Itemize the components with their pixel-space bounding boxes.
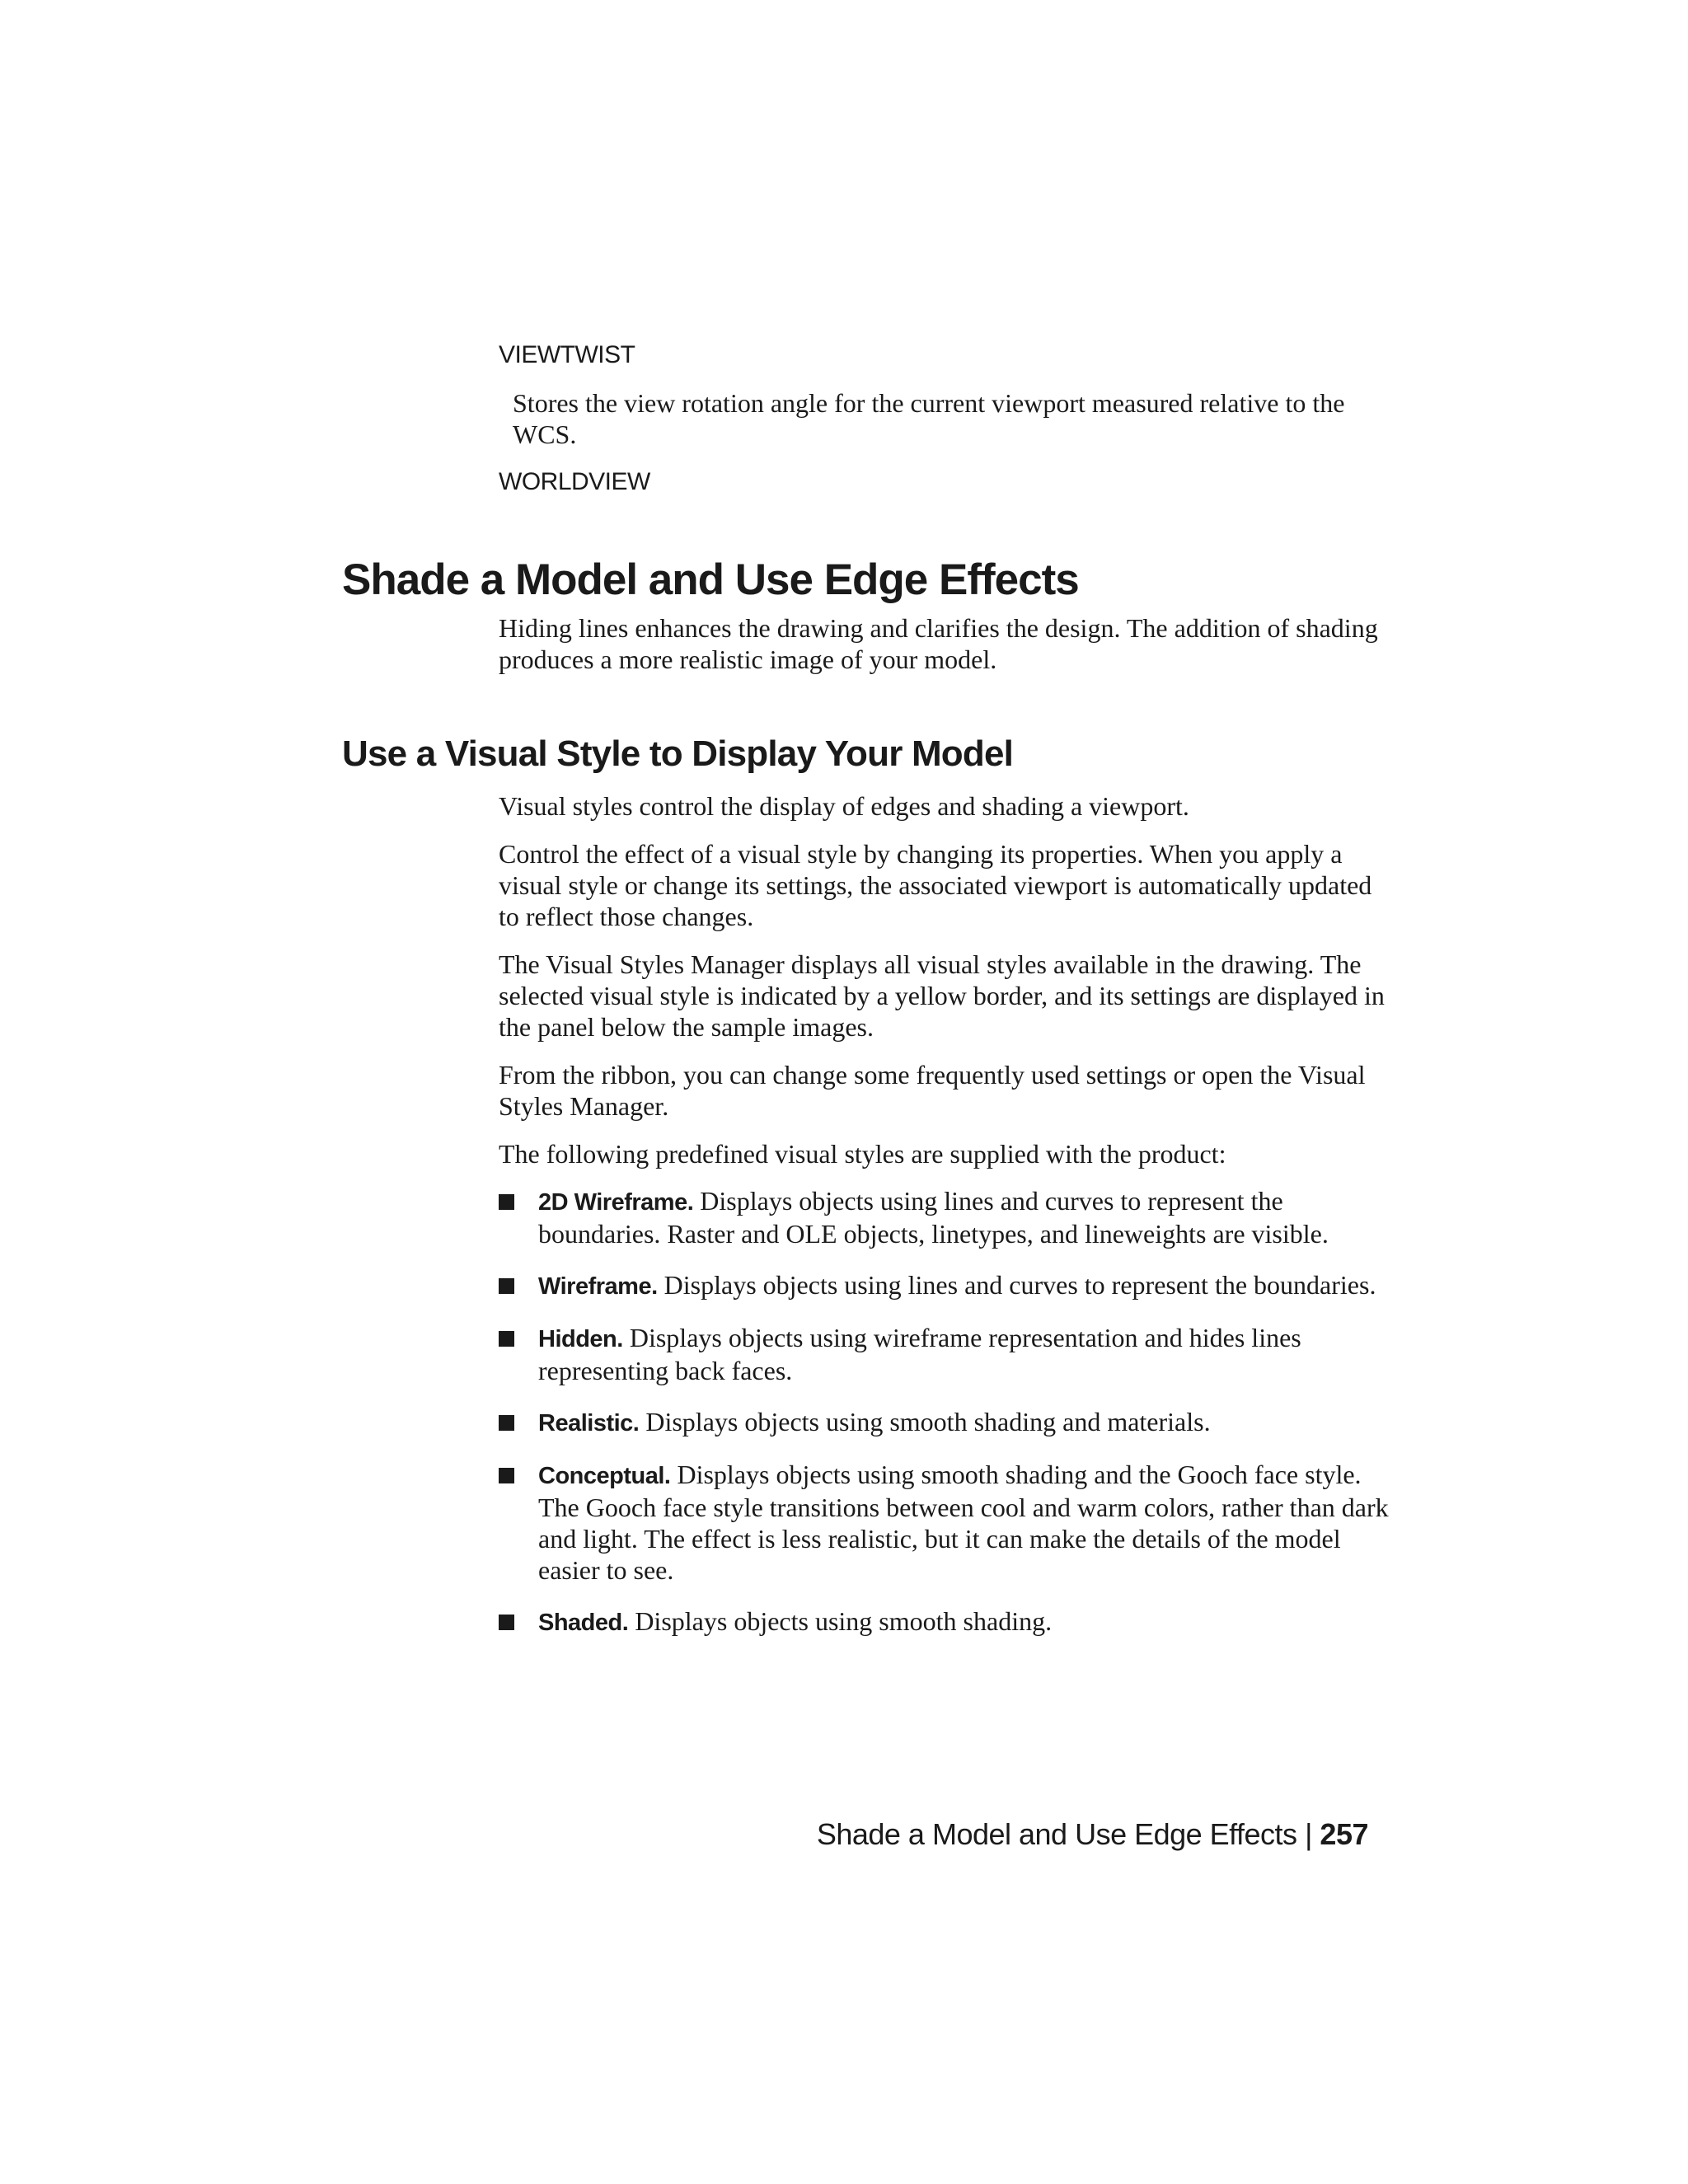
list-item-text: Displays objects using smooth shading and materials. bbox=[639, 1407, 1211, 1436]
section-title: Shade a Model and Use Edge Effects bbox=[342, 555, 1079, 604]
bullet-square-icon bbox=[499, 1615, 514, 1630]
list-item-text: Displays objects using smooth shading and the Gooch face style. The Gooch face style transitions between cool and warm colors, rather than dark and light. The effect is less realistic, but it can make the details of the model easier to see. bbox=[538, 1460, 1389, 1585]
list-item bbox=[499, 1459, 1393, 1586]
list-item-term: Wireframe. bbox=[538, 1273, 658, 1300]
bullet-square-icon bbox=[499, 1468, 514, 1483]
list-item-term: Hidden. bbox=[538, 1326, 623, 1352]
bullet-square-icon bbox=[499, 1194, 514, 1210]
visual-styles-list bbox=[499, 1185, 1393, 1658]
list-item-term: 2D Wireframe. bbox=[538, 1189, 694, 1216]
list-item-text: Displays objects using smooth shading. bbox=[628, 1606, 1053, 1636]
list-item bbox=[499, 1406, 1393, 1439]
list-item-text: Displays objects using wireframe representation and hides lines representing back faces. bbox=[538, 1323, 1301, 1385]
list-item bbox=[499, 1322, 1393, 1386]
list-item-term: Conceptual. bbox=[538, 1463, 671, 1489]
bullet-square-icon bbox=[499, 1331, 514, 1347]
list-item-term: Realistic. bbox=[538, 1410, 640, 1436]
list-item-text: Displays objects using lines and curves to represent the boundaries. bbox=[657, 1270, 1376, 1300]
list-item-term: Shaded. bbox=[538, 1610, 629, 1636]
list-item bbox=[499, 1185, 1393, 1249]
section-intro bbox=[499, 612, 1389, 691]
list-item bbox=[499, 1269, 1393, 1302]
bullet-square-icon bbox=[499, 1278, 514, 1294]
bullet-square-icon bbox=[499, 1415, 514, 1431]
running-head: Shade a Model and Use Edge Effects bbox=[816, 1817, 1297, 1851]
subsection-body bbox=[499, 790, 1389, 1186]
page-footer bbox=[817, 1816, 1368, 1853]
body-paragraph-5: The following predefined visual styles are supplied with the product: bbox=[499, 1139, 1226, 1169]
sysvar-viewtwist-description: Stores the view rotation angle for the current viewport measured relative to the WCS. bbox=[513, 388, 1345, 449]
sysvar-viewtwist-name: VIEWTWIST bbox=[499, 341, 635, 368]
page-number: 257 bbox=[1320, 1817, 1368, 1851]
body-paragraph-4: From the ribbon, you can change some frequently used settings or open the Visual Styles Manager. bbox=[499, 1060, 1366, 1121]
sysvar-worldview-name: WORLDVIEW bbox=[499, 468, 650, 495]
subsection-title: Use a Visual Style to Display Your Model bbox=[342, 733, 1014, 774]
list-item-text: Displays objects using lines and curves to represent the boundaries. Raster and OLE objects, linetypes, and lineweights are visible. bbox=[538, 1186, 1329, 1249]
list-item bbox=[499, 1605, 1393, 1638]
section-intro-paragraph: Hiding lines enhances the drawing and clarifies the design. The addition of shading produces a more realistic image of your model. bbox=[499, 613, 1378, 674]
body-paragraph-3: The Visual Styles Manager displays all visual styles available in the drawing. The selected visual style is indicated by a yellow border, and its settings are displayed in the panel below the sample images. bbox=[499, 949, 1385, 1042]
body-paragraph-1: Visual styles control the display of edges and shading a viewport. bbox=[499, 791, 1189, 821]
footer-separator: | bbox=[1296, 1817, 1320, 1851]
body-paragraph-2: Control the effect of a visual style by changing its properties. When you apply a visual style or change its settings, the associated viewport is automatically updated to reflect those changes. bbox=[499, 839, 1372, 931]
